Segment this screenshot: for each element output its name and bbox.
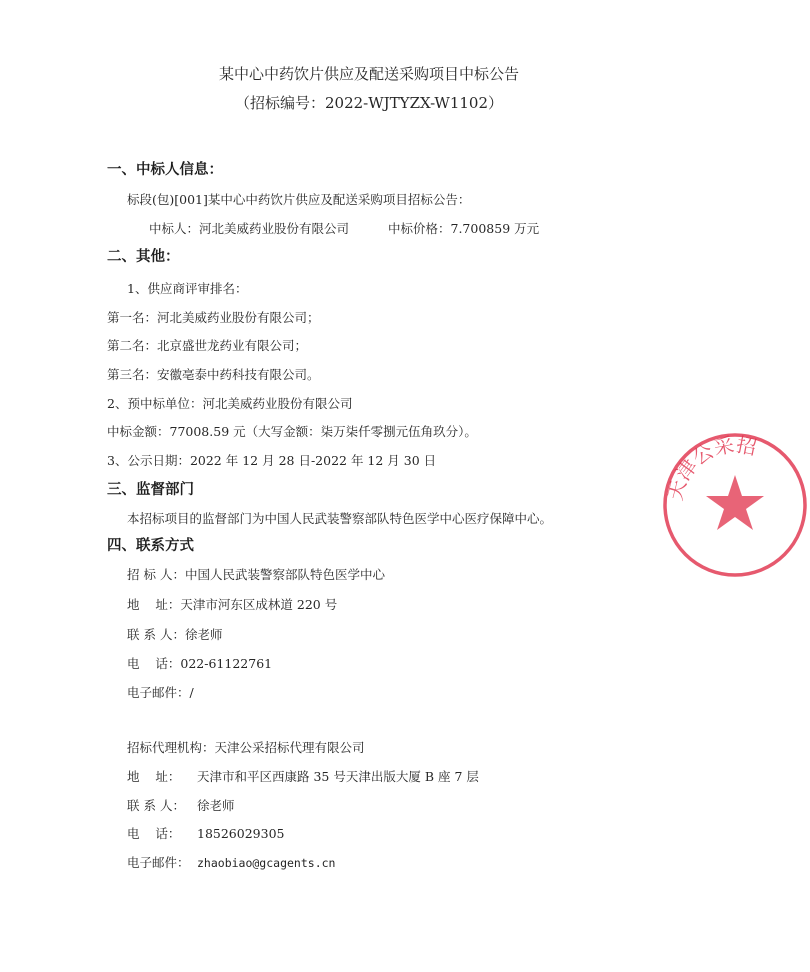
winner-line: 中标人：河北美威药业股份有限公司	[149, 221, 350, 236]
agent-phone-value: 18526029305	[197, 826, 285, 841]
section4-heading: 四、联系方式	[107, 538, 194, 554]
rank-1: 第一名：河北美威药业股份有限公司；	[107, 310, 320, 325]
document-title: 某中心中药饮片供应及配送采购项目中标公告	[218, 65, 519, 83]
section3-heading: 三、监督部门	[107, 482, 194, 498]
agent-address-label: 地 址：	[127, 769, 181, 784]
pre-winner-line: 2、预中标单位：河北美威药业股份有限公司	[107, 396, 353, 411]
agent-contact-label: 联 系 人：	[127, 798, 185, 813]
company-seal-stamp	[660, 430, 810, 580]
tenderer-name: 招 标 人：中国人民武装警察部队特色医学中心	[127, 567, 385, 582]
tenderer-address: 地 址：天津市河东区成林道 220 号	[127, 597, 338, 612]
agent-phone-label: 电 话：	[127, 826, 181, 841]
agent-contact-value: 徐老师	[197, 798, 235, 813]
ranking-title: 1、供应商评审排名：	[127, 281, 248, 296]
section1-heading: 一、中标人信息：	[107, 162, 223, 178]
rank-3: 第三名：安徽亳泰中药科技有限公司。	[107, 367, 320, 382]
agent-address-value: 天津市和平区西康路 35 号天津出版大厦 B 座 7 层	[197, 769, 479, 784]
seal-text: 天津公采招	[662, 432, 759, 503]
supervision-text: 本招标项目的监督部门为中国人民武装警察部队特色医学中心医疗保障中心。	[127, 511, 553, 526]
agent-email-label: 电子邮件：	[127, 855, 190, 870]
document-subtitle: （招标编号：2022-WJTYZX-W1102）	[235, 94, 503, 112]
price-line: 中标价格：7.700859 万元	[388, 221, 540, 236]
tenderer-contact: 联 系 人：徐老师	[127, 627, 223, 642]
rank-2: 第二名：北京盛世龙药业有限公司；	[107, 338, 308, 353]
lot-line: 标段(包)[001]某中心中药饮片供应及配送采购项目招标公告：	[127, 192, 471, 207]
section2-heading: 二、其他：	[107, 249, 180, 265]
agent-name: 招标代理机构：天津公采招标代理有限公司	[127, 740, 365, 755]
amount-line: 中标金额：77008.59 元（大写金额：柒万柒仟零捌元伍角玖分）。	[107, 424, 477, 439]
agent-email-value: zhaobiao@gcagents.cn	[197, 856, 336, 870]
publicity-date-line: 3、公示日期：2022 年 12 月 28 日-2022 年 12 月 30 日	[107, 453, 437, 468]
tenderer-email: 电子邮件：/	[127, 685, 194, 700]
tenderer-phone: 电 话：022-61122761	[127, 656, 273, 671]
